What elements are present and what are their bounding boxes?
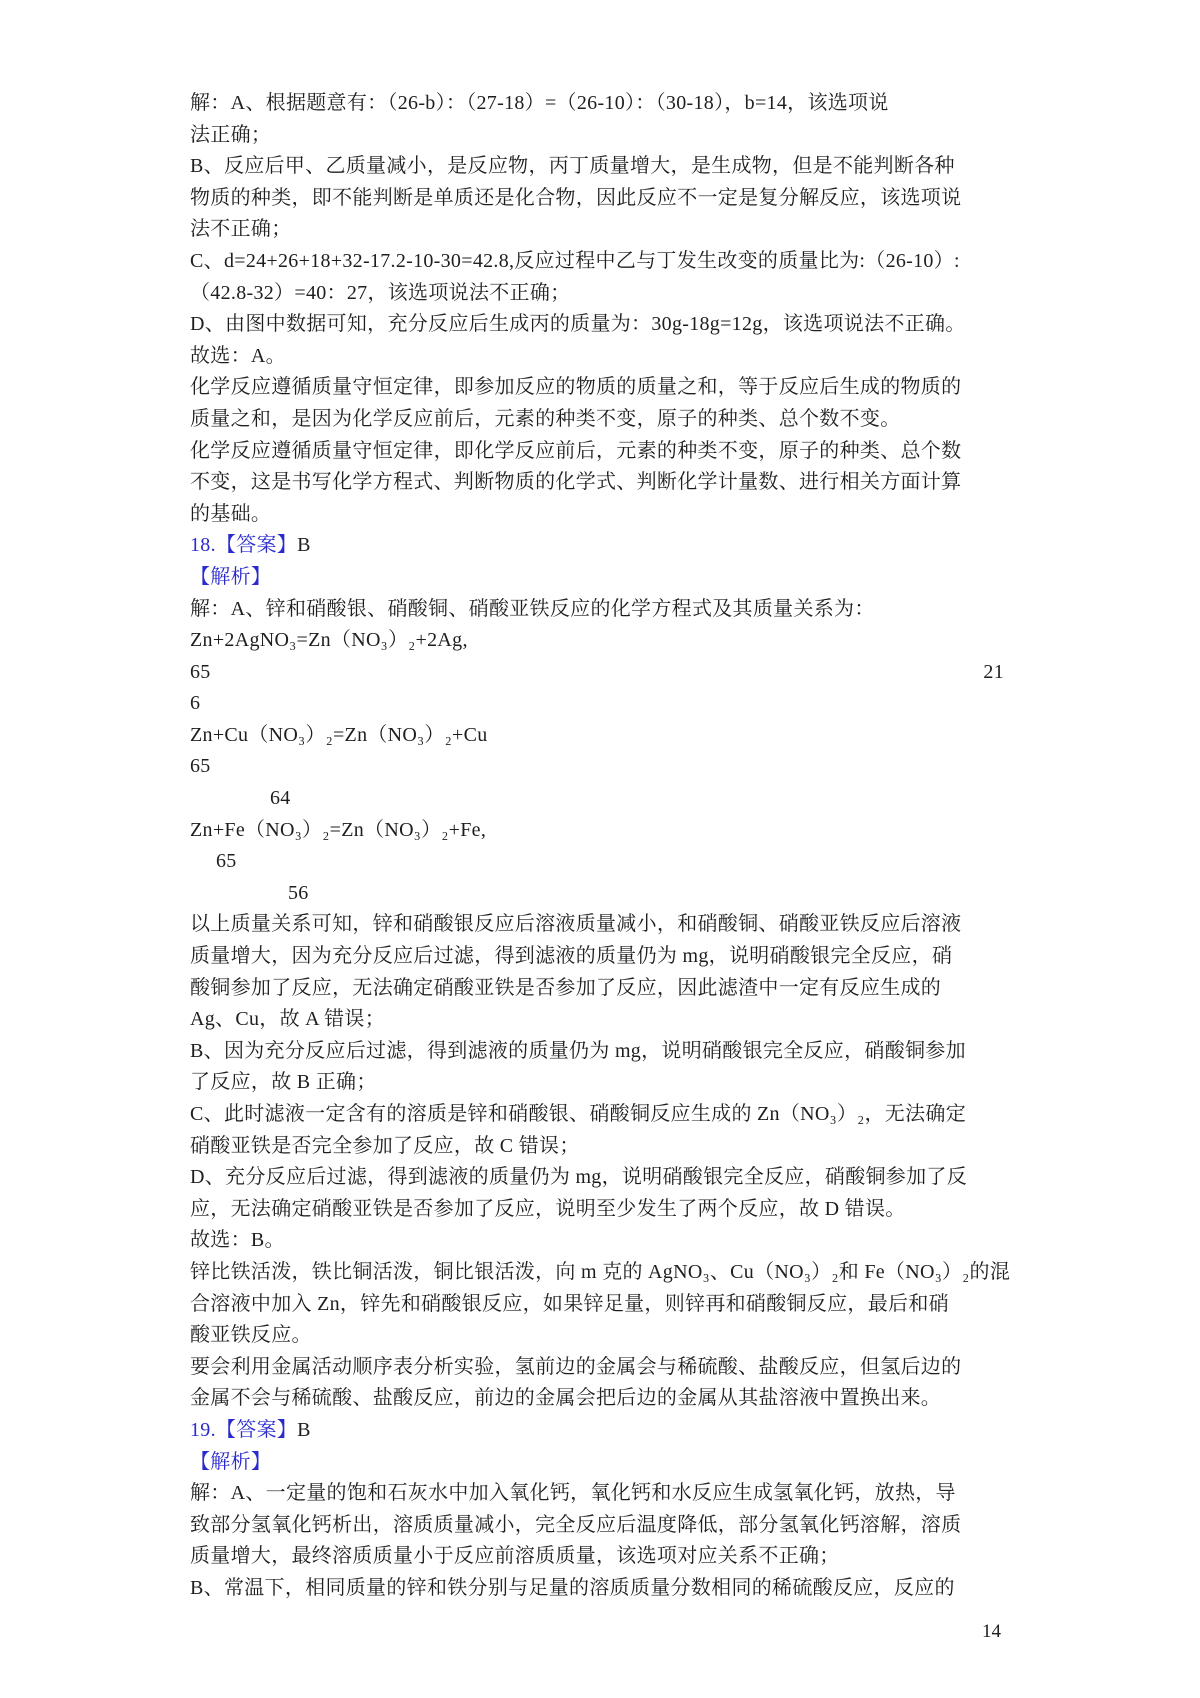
doc-line: 锌比铁活泼，铁比铜活泼，铜比银活泼，向 m 克的 AgNO₃、Cu（NO₃）₂和 Fe（NO₃）₂的混 — [190, 1260, 1011, 1283]
doc-line: C、d=24+26+18+32-17.2-10-30=42.8,反应过程中乙与丁发生改变的质量比为:（26-10）: — [190, 249, 960, 272]
doc-line: 不变，这是书写化学方程式、判断物质的化学式、判断化学计量数、进行相关方面计算 — [190, 471, 962, 494]
doc-line: 金属不会与稀硫酸、盐酸反应，前边的金属会把后边的金属从其盐溶液中置换出来。 — [190, 1387, 942, 1410]
page-number: 14 — [982, 1621, 1001, 1642]
doc-line: 应，无法确定硝酸亚铁是否参加了反应，说明至少发生了两个反应，故 D 错误。 — [190, 1197, 906, 1220]
document-lines — [190, 88, 1018, 1605]
mass-right: 21 — [983, 660, 1004, 683]
doc-line: 解：A、根据题意有：（26-b）：（27-18）=（26-10）：（30-18），b=14，该选项说 — [190, 92, 889, 114]
answer-line — [190, 1415, 1018, 1447]
analysis-label: 【解析】 — [190, 1450, 272, 1473]
answer-label: 19.【答案】 — [190, 1418, 298, 1441]
doc-line: 物质的种类，即不能判断是单质还是化合物，因此反应不一定是复分解反应，该选项说 — [190, 186, 962, 209]
doc-line: 质量增大，因为充分反应后过滤，得到滤液的质量仍为 mg，说明硝酸银完全反应，硝 — [190, 945, 953, 968]
answer-line — [190, 530, 1018, 562]
doc-line: 质量增大，最终溶质质量小于反应前溶质质量，该选项对应关系不正确； — [190, 1545, 840, 1568]
doc-line: 硝酸亚铁是否完全参加了反应，故 C 错误； — [190, 1134, 580, 1157]
doc-line: D、由图中数据可知，充分反应后生成丙的质量为：30g-18g=12g，该选项说法不正确。 — [190, 313, 966, 336]
doc-line: 65 — [190, 755, 211, 778]
doc-line: 化学反应遵循质量守恒定律，即参加反应的物质的质量之和，等于反应后生成的物质的 — [190, 376, 962, 399]
doc-line: B、因为充分反应后过滤，得到滤液的质量仍为 mg，说明硝酸银完全反应，硝酸铜参加 — [190, 1039, 966, 1062]
doc-line: 以上质量关系可知，锌和硝酸银反应后溶液质量减小，和硝酸铜、硝酸亚铁反应后溶液 — [190, 913, 962, 936]
doc-line: 6 — [190, 692, 201, 715]
mass-relation-line — [190, 657, 1018, 689]
doc-line: 解：A、一定量的饱和石灰水中加入氧化钙，氧化钙和水反应生成氢氧化钙，放热，导 — [190, 1482, 956, 1505]
doc-line: D、充分反应后过滤，得到滤液的质量仍为 mg，说明硝酸银完全反应，硝酸铜参加了反 — [190, 1166, 967, 1189]
doc-line: Zn+Fe（NO₃）₂=Zn（NO₃）₂+Fe, — [190, 818, 487, 841]
analysis-label: 【解析】 — [190, 565, 272, 588]
doc-line: 法正确； — [190, 123, 272, 146]
doc-line: 酸铜参加了反应，无法确定硝酸亚铁是否参加了反应，因此滤渣中一定有反应生成的 — [190, 976, 942, 999]
doc-line: 故选：A。 — [190, 344, 286, 367]
analysis-line — [190, 562, 1018, 594]
answer-label: 18.【答案】 — [190, 534, 298, 557]
doc-line: 酸亚铁反应。 — [190, 1324, 312, 1347]
doc-line: C、此时滤液一定含有的溶质是锌和硝酸银、硝酸铜反应生成的 Zn（NO₃）₂，无法确定 — [190, 1103, 966, 1125]
doc-line: 化学反应遵循质量守恒定律，即化学反应前后，元素的种类不变，原子的种类、总个数 — [190, 439, 962, 462]
answer-value: B — [297, 534, 311, 557]
doc-line: B、反应后甲、乙质量减小，是反应物，丙丁质量增大，是生成物，但是不能判断各种 — [190, 155, 955, 178]
doc-line: 65 — [216, 850, 237, 873]
analysis-line — [190, 1447, 1018, 1479]
doc-line: Zn+Cu（NO₃）₂=Zn（NO₃）₂+Cu — [190, 723, 488, 746]
doc-line: 的基础。 — [190, 502, 272, 525]
doc-line: 致部分氢氧化钙析出，溶质质量减小，完全反应后温度降低，部分氢氧化钙溶解，溶质 — [190, 1513, 962, 1536]
doc-line: 64 — [270, 787, 291, 810]
doc-line: 56 — [288, 881, 309, 904]
doc-line: Ag、Cu，故 A 错误； — [190, 1008, 386, 1031]
doc-line: （42.8-32）=40：27，该选项说法不正确； — [190, 281, 571, 304]
doc-line: 要会利用金属活动顺序表分析实验，氢前边的金属会与稀硫酸、盐酸反应，但氢后边的 — [190, 1355, 962, 1378]
mass-left: 65 — [190, 660, 211, 683]
doc-line: 合溶液中加入 Zn，锌先和硝酸银反应，如果锌足量，则锌再和硝酸铜反应，最后和硝 — [190, 1292, 949, 1315]
doc-line: 故选：B。 — [190, 1229, 285, 1252]
doc-line: 了反应，故 B 正确； — [190, 1071, 377, 1094]
doc-line: 法不正确； — [190, 218, 292, 241]
doc-line: 质量之和，是因为化学反应前后，元素的种类不变，原子的种类、总个数不变。 — [190, 407, 901, 430]
answer-value: B — [297, 1418, 311, 1441]
doc-line: 解：A、锌和硝酸银、硝酸铜、硝酸亚铁反应的化学方程式及其质量关系为： — [190, 597, 875, 620]
doc-line: B、常温下，相同质量的锌和铁分别与足量的溶质质量分数相同的稀硫酸反应，反应的 — [190, 1576, 955, 1599]
doc-line: Zn+2AgNO₃=Zn（NO₃）₂+2Ag, — [190, 629, 468, 652]
